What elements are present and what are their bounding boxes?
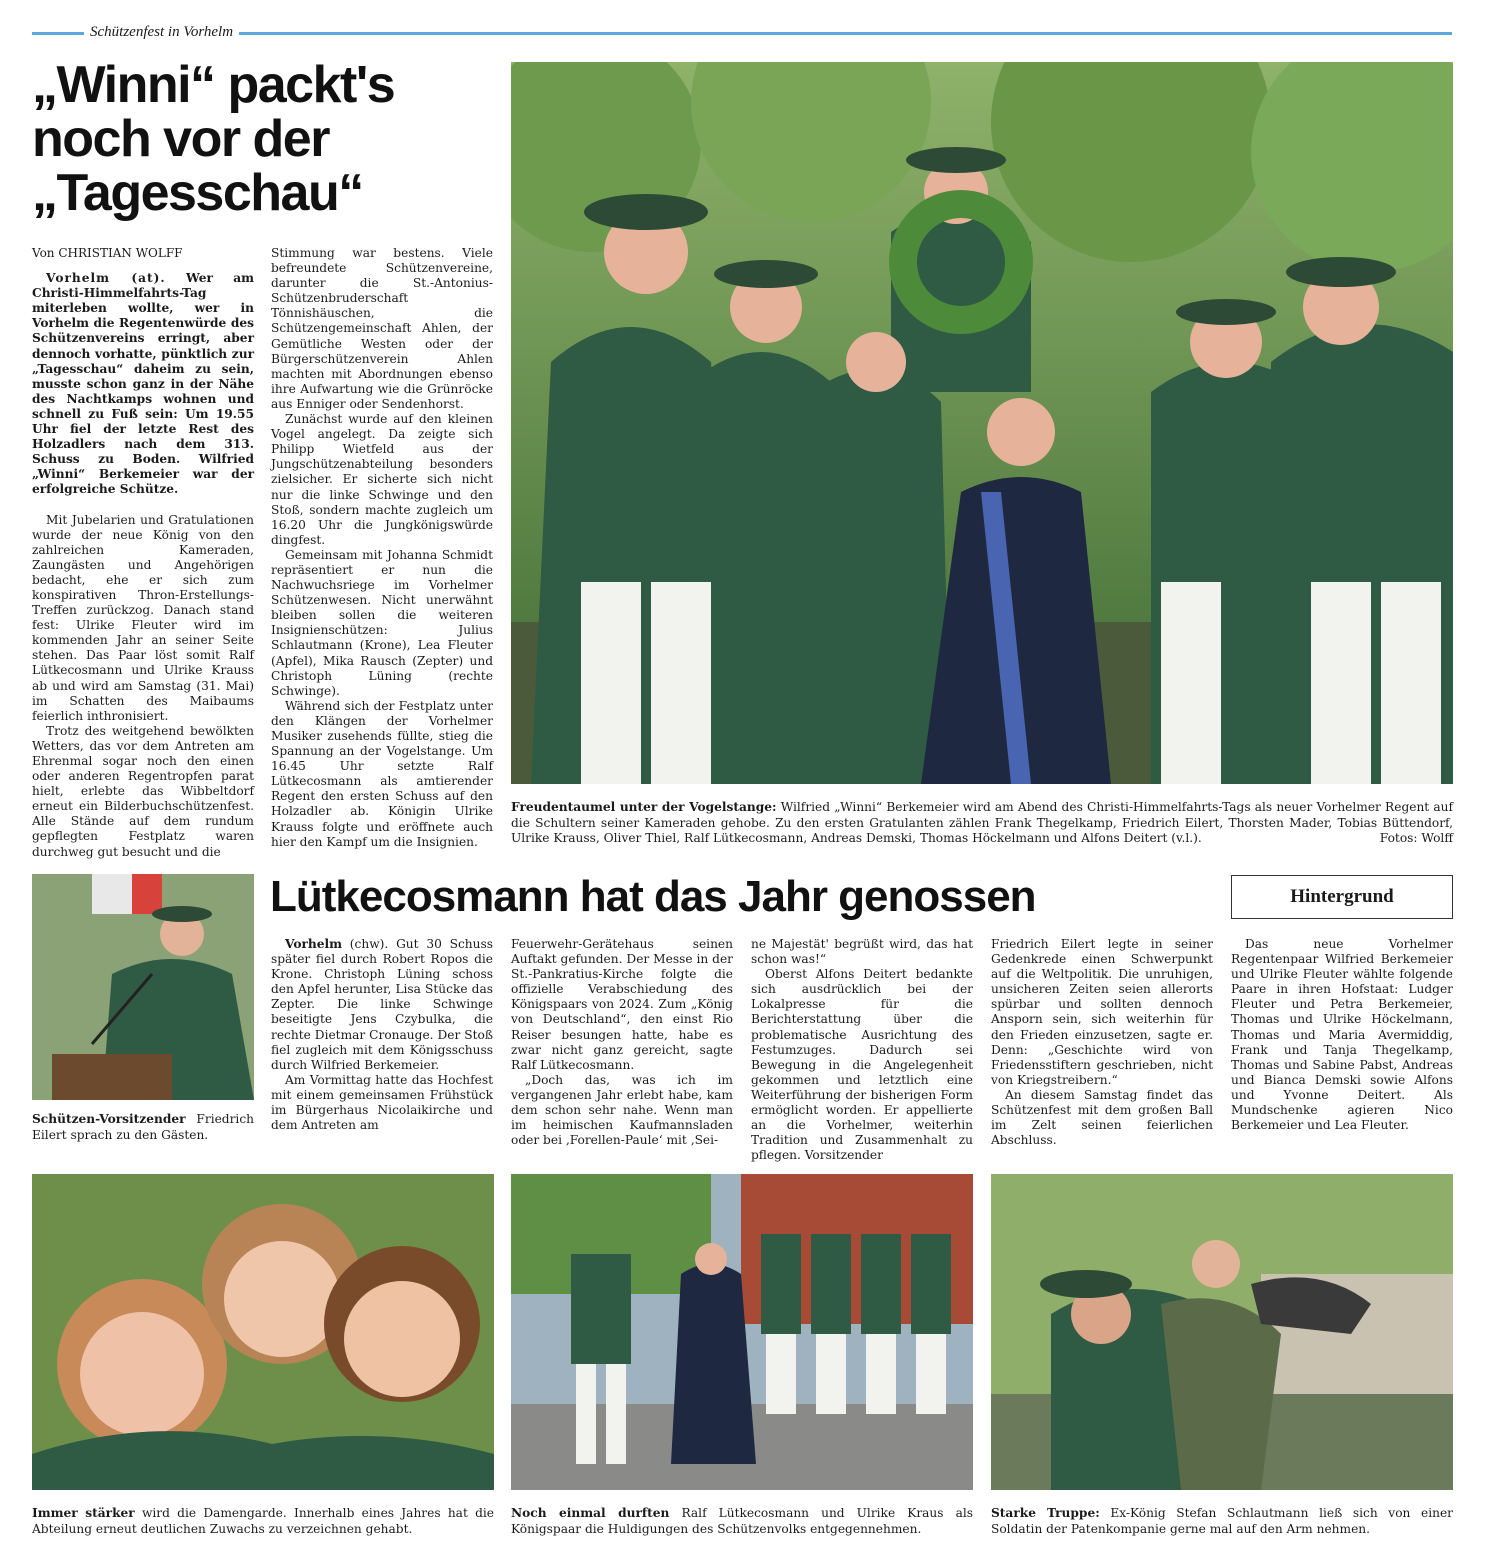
paragraph: Friedrich Eilert legte in seiner Gedenkrede einen Schwerpunkt auf die Weltpolitik. Die unruhigen, unsicheren Zeiten seien allerorts spürbar und sollten dennoch Ansporn sein, sich weiterhin für den Frieden einzusetzen, sagte er. Denn: „Geschichte wird von Friedensstiftern geschrieben, nicht von Kriegstreibern.“ — [991, 937, 1213, 1087]
caption-text: Ralf Lütkecosmann und Ulrike Kraus als Königspaar die Huldigungen des Schützenvolks entgegennehmen. — [511, 1506, 974, 1536]
lead-paragraph — [32, 271, 254, 497]
background-col — [1231, 937, 1453, 1133]
paragraph: ne Majestät' begrüßt wird, das hat schon was!“ — [751, 937, 973, 967]
caption-lead: Immer stärker — [32, 1506, 135, 1520]
caption-text: Wilfried „Winni“ Berkemeier wird am Abend des Christi-Himmelfahrts-Tags als neuer Vorhelmer Regent auf die Schultern seiner Kameraden gehobe. Zu den ersten Gratulanten zählen Frank Thegelkamp, Friedrich Eilert, Thorsten Mader, Tobias Büttendorf, Ulrike Krauss, Oliver Thiel, Ralf Lütkecosmann, Andreas Demski, Thomas Höckelmann und Alfons Deitert (v.l.). — [511, 800, 1454, 845]
photo-carry-caption — [991, 1506, 1453, 1537]
main-photo — [511, 62, 1453, 784]
article2-col3 — [751, 937, 973, 1163]
paragraph: Das neue Vorhelmer Regentenpaar Wilfried Berkemeier und Ulrike Fleuter wählte folgende Paare in ihren Hofstaat: Ludger Fleuter und Petra Berkemeier, Thomas und Ulrike Höckelmann, Thomas und Maria Avermiddig, Frank und Tanja Thegelkamp, Thomas und Sabine Pabst, Andreas und Bianca Demski sowie Alfons und Yvonne Deitert. Als Mundschenke agieren Nico Berkemeier und Lea Fleuter. — [1231, 937, 1453, 1133]
parade-photo-illustration — [511, 1174, 973, 1490]
paragraph: Am Vormittag hatte das Hochfest mit einem gemeinsamen Frühstück im Bürgerhaus Nicolaikirche und dem Antreten am — [271, 1072, 493, 1133]
caption-text: Friedrich Eilert sprach zu den Gästen. — [32, 1112, 254, 1142]
paragraph: Oberst Alfons Deitert bedankte sich ausdrücklich bei der Lokalpresse für die Berichterstattung über die problematische Ausrichtung des Festumzuges. Dadurch sei Bewegung in die Angelegenheit gekommen und letztlich eine Weiterführung der bisherigen Form ermöglicht worden. Er appellierte an die Vorhelmer, weiterhin Tradition und Zusammenhalt zu pflegen. Vorsitzender — [751, 967, 973, 1163]
article2-col1 — [271, 937, 493, 1133]
byline: Von CHRISTIAN WOLFF — [32, 246, 183, 260]
photo-parade-caption — [511, 1506, 973, 1537]
carry-photo-illustration — [991, 1174, 1453, 1490]
lead-place: Vorhelm — [285, 937, 343, 951]
article1-col1 — [32, 246, 254, 860]
paragraph: Feuerwehr-Gerätehaus seinen Auftakt gefunden. Der Messe in der St.-Pankratius-Kirche folgte die offizielle Verabschiedung des Königspaars von 2024. Zum „König von Deutschland“, den einst Rio Reiser besungen hatte, habe es zwar nicht ganz gereicht, sagte Ralf Lütkecosmann. — [511, 937, 733, 1072]
photo-parade — [511, 1174, 973, 1490]
paragraph-text: (chw). Gut 30 Schuss später fiel durch Robert Ropos die Krone. Christoph Lüning schoss den Apfel herunter, Lisa Stücke das Zepter. Die linke Schwinge beseitigte Jens Czybulka, die rechte Dietmar Cronauge. Der Stoß fiel zugleich mit dem Königsschuss durch Wilfried Berkemeier. — [271, 937, 493, 1072]
caption-lead: Noch einmal durften — [511, 1506, 670, 1520]
speaker-photo-illustration — [32, 874, 254, 1100]
headline: „Winni“ packt's noch vor der „Tagesschau“ — [32, 56, 395, 222]
lead-place: Vorhelm (at). — [46, 271, 166, 286]
celebration-photo-illustration — [511, 62, 1453, 784]
headline-2: Lütkecosmann hat das Jahr genossen — [270, 872, 1036, 921]
speaker-caption — [32, 1112, 254, 1143]
article2-col4 — [991, 937, 1213, 1148]
photo-women — [32, 1174, 494, 1490]
background-badge: Hintergrund — [1231, 875, 1453, 919]
paragraph: Gemeinsam mit Johanna Schmidt repräsentiert er nun die Nachwuchsriege im Vorhelmer Schützenwesen. Nicht unerwähnt bleiben sollen die weiteren Insignienschützen: Julius Schlautmann (Krone), Lea Fleuter (Apfel), Mika Rausch (Zepter) und Christoph Lüning (rechte Schwinge). — [271, 547, 493, 698]
paragraph: Stimmung war bestens. Viele befreundete Schützenvereine, darunter die St.-Antonius-Schützenbruderschaft Tönnishäuschen, die Schützengemeinschaft Ahlen, der Gemütliche Westen oder der Bürgerschützenverein Ahlen machten mit Abordnungen ebenso ihre Aufwartung wie die Grünröcke aus Enniger oder Sendenhorst. — [271, 246, 493, 411]
speaker-photo — [32, 874, 254, 1100]
paragraph: Trotz des weitgehend bewölkten Wetters, das vor dem Antreten am Ehrenmal sogar noch den einen oder anderen Regentropfen parat hielt, erlebte das Wibbeltdorf erneut ein Bilderbuchschützenfest. Alle Stände auf dem rundum gepflegten Festplatz waren durchweg gut besucht und die — [32, 723, 254, 859]
top-rule — [32, 32, 1452, 35]
paragraph: „Doch das, was ich im vergangenen Jahr erlebt habe, kam dem schon sehr nahe. Wenn man im heimischen Kaufmannsladen oder bei ‚Forellen-Paule‘ mit ‚Sei- — [511, 1072, 733, 1148]
caption-lead: Schützen-Vorsitzender — [32, 1112, 186, 1126]
paragraph: Während sich der Festplatz unter den Klängen der Vorhelmer Musiker zusehends füllte, stieg die Spannung an der Vogelstange. Um 16.45 Uhr setzte Ralf Lütkecosmann als amtierender Regent den ersten Schuss auf den Holzadler ab. Königin Ulrike Krauss folgte und eröffnete auch hier den Kampf um die Insignien. — [271, 698, 493, 849]
lead-text: Wer am Christi-Himmelfahrts-Tag miterleben wollte, wer in Vorhelm die Regentenwürde des Schützenvereins erringt, aber dennoch vorhatte, pünktlich zur „Tagesschau“ daheim zu sein, musste schon ganz in der Nähe des Nachtkamps wohnen und schnell zu Fuß sein: Um 19.55 Uhr fiel der letzte Rest des Holzadlers nach dem 313. Schuss zu Boden. Wilfried „Winni“ Berkemeier war der erfolgreiche Schütze. — [32, 271, 254, 497]
main-photo-caption — [511, 800, 1453, 847]
caption-text: wird die Damengarde. Innerhalb eines Jahres hat die Abteilung erneut deutlichen Zuwachs zu verzeichnen gehabt. — [32, 1506, 495, 1536]
photo-credit: Fotos: Wolff — [1379, 831, 1453, 845]
caption-text: Ex-König Stefan Schlautmann ließ sich von einer Soldatin der Patenkompanie gerne mal auf den Arm nehmen. — [991, 1506, 1453, 1536]
photo-women-caption — [32, 1506, 494, 1537]
photo-carry — [991, 1174, 1453, 1490]
article1-col2 — [271, 246, 493, 850]
paragraph: An diesem Samstag findet das Schützenfest mit dem großen Ball im Zelt seinen feierlichen Abschluss. — [991, 1087, 1213, 1148]
article2-col2 — [511, 937, 733, 1148]
paragraph: Mit Jubelarien und Gratulationen wurde der neue König von den zahlreichen Kameraden, Zaungästen und Angehörigen bedacht, ehe er sich zum konspirativen Thron-Erstellungs-Treffen zurückzog. Danach stand fest: Ulrike Fleuter wird im kommenden Jahr an seiner Seite stehen. Das Paar löst somit Ralf Lütkecosmann und Ulrike Krauss ab und wird am Samstag (31. Mai) im Schatten des Maibaums feierlich inthronisiert. — [32, 512, 254, 723]
caption-lead: Freudentaumel unter der Vogelstange: — [511, 800, 777, 814]
paragraph: Zunächst wurde auf den kleinen Vogel angelegt. Da zeigte sich Philipp Wietfeld aus der Jungschützenabteilung besonders zielsicher. Er sicherte sich nicht nur die linke Schwinge und den Stoß, sondern machte zugleich um 16.20 Uhr die Jungkönigswürde dingfest. — [271, 412, 493, 547]
section-kicker: Schützenfest in Vorhelm — [84, 24, 239, 41]
women-photo-illustration — [32, 1174, 494, 1490]
caption-lead: Starke Truppe: — [991, 1506, 1100, 1520]
paragraph — [271, 937, 493, 1073]
